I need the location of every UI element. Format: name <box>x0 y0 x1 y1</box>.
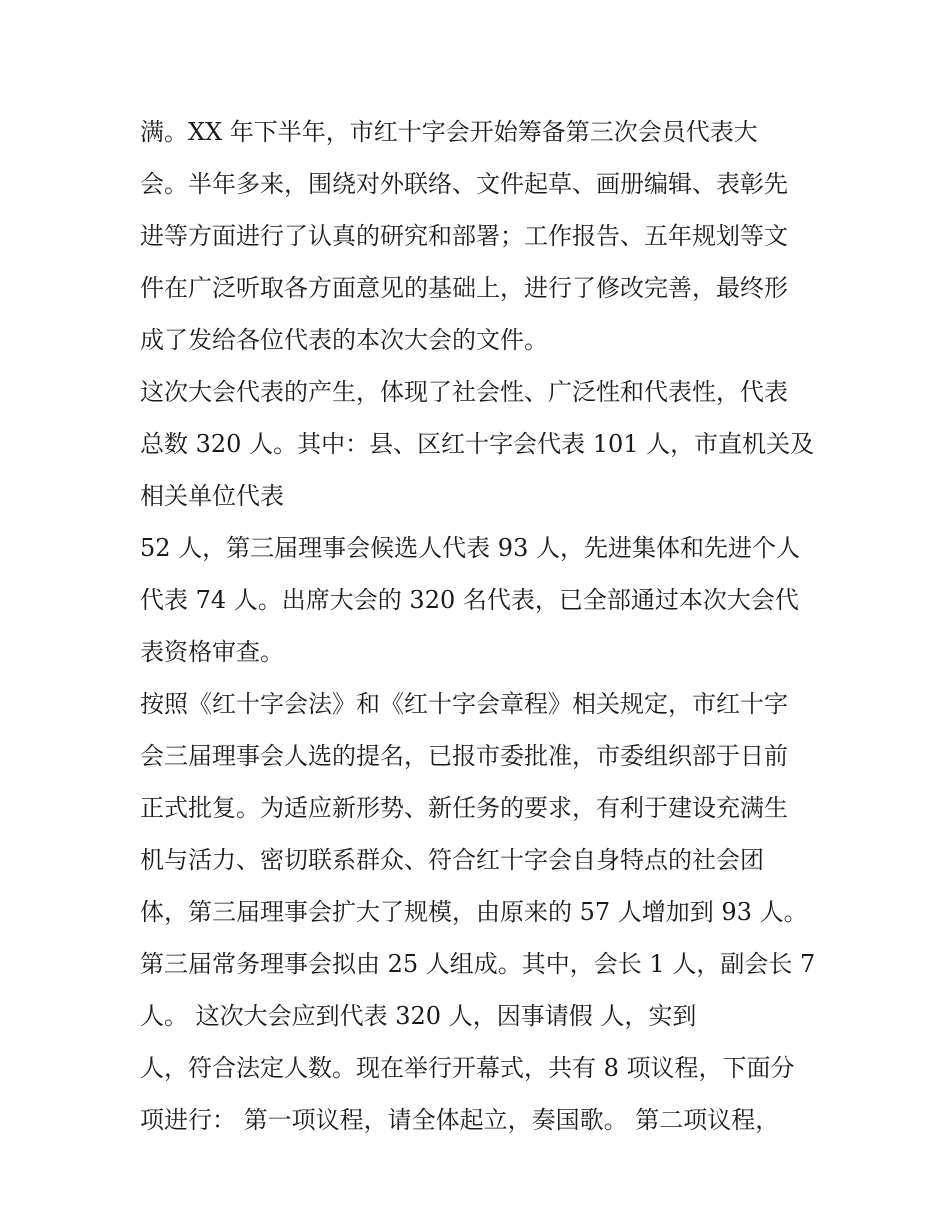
text-line: 按照《红十字会法》和《红十字会章程》相关规定，市红十字 <box>140 690 788 718</box>
text-line: 总数 320 人。其中：县、区红十字会代表 101 人，市直机关及 <box>140 430 815 458</box>
text-line: 52 人，第三届理事会候选人代表 93 人，先进集体和先进个人 <box>140 534 800 562</box>
text-line: 体，第三届理事会扩大了规模，由原来的 57 人增加到 93 人。 <box>140 898 808 926</box>
text-line: 第三届常务理事会拟由 25 人组成。其中，会长 1 人，副会长 7 <box>140 950 816 978</box>
text-line: 项进行： 第一项议程，请全体起立，奏国歌。 第二项议程， <box>140 1106 780 1134</box>
text-line: 人。 这次大会应到代表 320 人，因事请假 人，实到 <box>140 1002 697 1030</box>
text-line: 会三届理事会人选的提名，已报市委批准，市委组织部于日前 <box>140 742 788 770</box>
text-line: 正式批复。为适应新形势、新任务的要求，有利于建设充满生 <box>140 794 788 822</box>
text-line: 件在广泛听取各方面意见的基础上，进行了修改完善，最终形 <box>140 274 788 302</box>
text-line: 表资格审查。 <box>140 638 284 666</box>
text-line: 成了发给各位代表的本次大会的文件。 <box>140 326 548 354</box>
text-line: 这次大会代表的产生，体现了社会性、广泛性和代表性，代表 <box>140 378 788 406</box>
text-line: 相关单位代表 <box>140 482 284 510</box>
text-line: 人，符合法定人数。现在举行开幕式，共有 8 项议程，下面分 <box>140 1054 795 1082</box>
text-line: 会。半年多来，围绕对外联络、文件起草、画册编辑、表彰先 <box>140 170 788 198</box>
text-line: 机与活力、密切联系群众、符合红十字会自身特点的社会团 <box>140 846 764 874</box>
document-body <box>140 106 830 1146</box>
text-line: 进等方面进行了认真的研究和部署；工作报告、五年规划等文 <box>140 222 788 250</box>
text-line: 满。XX 年下半年，市红十字会开始筹备第三次会员代表大 <box>140 118 758 146</box>
text-line: 代表 74 人。出席大会的 320 名代表，已全部通过本次大会代 <box>140 586 799 614</box>
